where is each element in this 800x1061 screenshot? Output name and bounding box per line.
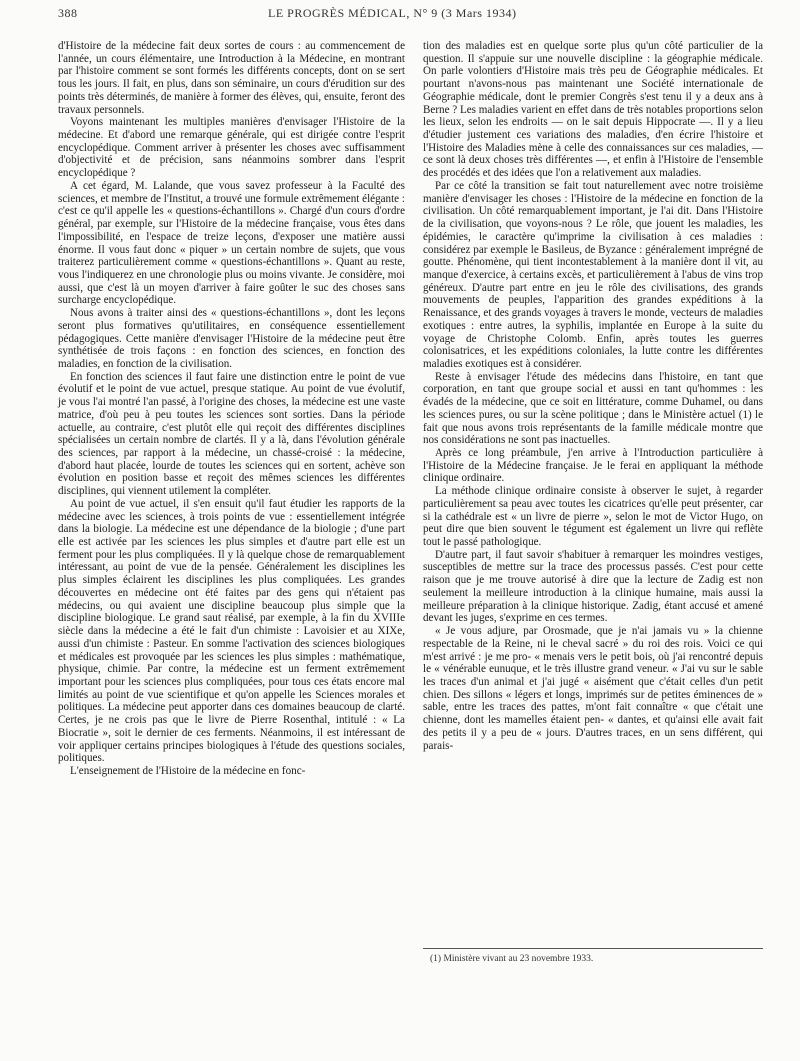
paragraph: Reste à envisager l'étude des médecins dans l'histoire, en tant que corporation, en tant que groupe social et aussi en tant qu'hommes : les évadés de la médecine, que ce soit en littérature, comme Duhamel, ou dans les sciences pures, ou sur la scène politique ; dans le Ministère actuel (1) le fait que nous avons trois représentants de la famille médicale montre que nos considérations ne sont pas inactuelles. [423,370,763,447]
running-header [58,6,768,22]
paragraph: d'Histoire de la médecine fait deux sortes de cours : au commencement de l'année, un cours élémentaire, une Introduction à la Médecine, en montrant par l'histoire comment se sont formés les différents concepts, dont on se sert tous les jours. Il fait, en plus, dans son séminaire, un cours d'érudition sur des points très déterminés, de manière à former des élèves, qui, ensuite, feront des travaux personnels. [58,40,405,116]
right-column [423,40,763,752]
page-number: 388 [58,6,78,20]
footnote-divider [423,948,763,949]
paragraph: Voyons maintenant les multiples manières d'envisager l'Histoire de la médecine. Et d'abord une remarque générale, qui est dirigée contre l'esprit encyclopédique. Comment arriver à présenter les choses avec suffisamment d'objectivité et de précision, sans néanmoins sombrer dans l'esprit encyclopédique ? [58,116,405,180]
paragraph: tion des maladies est en quelque sorte plus qu'un côté particulier de la question. Il s'appuie sur une nouvelle discipline : la géographie médicale. On parle volontiers d'Histoire mais très peu de Géographie médicales. Et pourtant n'avons-nous pas maintenant une Société internationale de Géographie médicale, dont le premier Congrès s'est tenu il y a deux ans à Berne ? Les maladies varient en effet dans de très notables proportions selon les lieux, selon les endroits — on le sait depuis Hippocrate —. Il y a lieu d'étudier justement ces variations des maladies, d'en écrire l'histoire et l'Histoire des Maladies mène à celle des connaissances sur ces maladies, — ce sont là deux choses très différentes —, et enfin à l'Histoire de l'ensemble des procédés et des idées que l'on a relativement aux maladies. [423,40,763,180]
footnote: (1) Ministère vivant au 23 novembre 1933. [430,954,594,964]
quotation-paragraph: « Je vous adjure, par Orosmade, que je n'ai jamais vu » la chienne respectable de la Reine, ni le cheval sacré » du roi des rois. Voici ce qui m'est arrivé : je me pro- « menais vers le petit bois, où j'ai rencontré depuis le « vénérable eunuque, et le très illustre grand veneur. « J'ai vu sur le sable les traces d'un animal et j'ai jugé « aisément que c'était celles d'un petit chien. Des sillons « légers et longs, imprimés sur de petites éminences de » sable, entre les traces des pattes, m'ont fait connaître « que c'était une chienne, dont les mamelles étaient pen- « dantes, et qu'ainsi elle avait fait des petits il y a peu de « jours. D'autres traces, en un sens différent, qui parais- [423,625,763,752]
paragraph: A cet égard, M. Lalande, que vous savez professeur à la Faculté des sciences, et membre de l'Institut, a trouvé une formule extrêmement élégante : c'est ce qu'il appelle les « questions-échantillons ». Chargé d'un cours d'ordre général, par exemple, sur l'Histoire de la médecine française, vous êtes dans l'impossibilité, en l'espace de treize leçons, d'exposer une matière aussi énorme. Il vous faut donc « piquer » un certain nombre de sujets, que vous traiterez particulièrement comme « questions-échantillons ». Quant au reste, vous l'indiquerez en une chronologie plus ou moins vivante. Je considère, moi aussi, que c'est là un moyen d'arriver à faire goûter le suc des choses sans surcharge encyclopédique. [58,179,405,307]
paragraph: La méthode clinique ordinaire consiste à observer le sujet, à regarder particulièrement sa peau avec toutes les cicatrices qu'elle peut présenter, car si la cathédrale est « un livre de pierre », selon le mot de Victor Hugo, on peut dire que bien souvent le tégument est également un livre qui reflète tout le passé pathologique. [423,485,763,549]
left-column [58,40,405,778]
paragraph: Au point de vue actuel, il s'en ensuit qu'il faut étudier les rapports de la médecine avec les sciences, à trois points de vue : essentiellement intégrée dans la biologie. La médecine est une dépendance de la biologie ; d'une part elle est activée par les sciences les plus simples et d'autre part elle est un ferment pour les plus compliquées. Il y là quelque chose de remarquablement intéressant, au point de vue de la pensée. Généralement les disciplines les plus simples éclairent les disciplines les plus compliquées. Les grandes découvertes en médecine ont été faites par des gens qui n'étaient pas médecins, ou qui avaient une discipline beaucoup plus simple que la discipline biologique. Le grand saut réalisé, par exemple, à la fin du XVIIIe siècle dans la médecine a été le fait d'un chimiste : Lavoisier et au XIXe, aussi d'un chimiste : Pasteur. En somme l'activation des sciences biologiques et médicales est provoquée par les sciences les plus simples : mathématique, physique, chimie. Par contre, la médecine est un ferment extrêmement important pour les sciences plus compliquées, pour tous ces états encore mal limités au point de vue scientifique et qu'on appelle les Sciences morales et politiques. La médecine peut apporter dans ces domaines beaucoup de clarté. Certes, je ne crois pas que le livre de Pierre Rosenthal, intitulé : « La Biocratie », soit le dernier de ces ferments. Néanmoins, il est intéressant de voir appliquer certains principes biologiques à l'étude des questions sociales, politiques. [58,497,405,765]
paragraph: En fonction des sciences il faut faire une distinction entre le point de vue évolutif et le point de vue actuel, presque statique. Au point de vue évolutif, je vous l'ai montré l'an passé, à l'origine des choses, la médecine est une vaste matrice, d'où peu à peu toutes les sciences sont sorties. Dans la période actuelle, au contraire, c'est plutôt elle qui reçoit des différentes disciplines spécialisées un certain nombre de clartés. Il y a là, dans l'évolution générale des sciences, par rapport à la médecine, un chassé-croisé : la médecine, d'abord haut placée, lourde de toutes les sciences qui en sortent, achève son évolution en position basse et reçoit des mêmes sciences les différentes disciplines, qui viennent utilement la compléter. [58,370,405,498]
paragraph: Nous avons à traiter ainsi des « questions-échantillons », dont les leçons seront plus formatives qu'utilitaires, en conséquence essentiellement pédagogiques. Cette manière d'envisager l'Histoire de la médecine peut être synthétisée de trois façons : en fonction des sciences, en fonction des maladies, en fonction de la civilisation. [58,307,405,370]
paragraph: D'autre part, il faut savoir s'habituer à remarquer les moindres vestiges, susceptibles de mettre sur la trace des processus passés. C'est pour cette raison que je me trouve autorisé à dire que la lecture de Zadig est non seulement la meilleure introduction à la clinique humaine, mais aussi la meilleure préparation à la clinique historique. Zadig, étant accusé et amené devant les juges, s'exprime en ces termes. [423,548,763,625]
journal-title: LE PROGRÈS MÉDICAL, N° 9 (3 Mars 1934) [268,6,517,20]
paragraph: Après ce long préambule, j'en arrive à l'Introduction particulière à l'Histoire de la Médecine française. Je le ferai en appliquant la méthode clinique ordinaire. [423,447,763,485]
paragraph: Par ce côté la transition se fait tout naturellement avec notre troisième manière d'envisager les choses : l'Histoire de la médecine en fonction de la civilisation. Un côté remarquablement important, je l'ai dit. Dans l'Histoire de la civilisation, que voyons-nous ? Le rôle, que jouent les maladies, les épidémies, le caractère qu'imprime la civilisation à ces maladies : considérez par exemple le Basileus, de Byzance : généralement imprégné de goutte. Phénomène, qui tient incontestablement à la manière dont il vit, au manque d'exercice, à certains excès, et particulièrement à l'abus de vins trop généreux. D'autre part entre en jeu le rôle des civilisations, des grands mouvements de peuples, l'apparition des grandes expéditions à la Renaissance, et des grands voyages à travers le monde, vecteurs de maladies exotiques : entre autres, la syphilis, implantée en Europe à la suite du voyage de Christophe Colomb. Enfin, après toutes les guerres colonisatrices, et les expéditions coloniales, la lutte contre les différentes maladies exotiques est à considérer. [423,179,763,370]
paragraph: L'enseignement de l'Histoire de la médecine en fonc- [70,764,306,777]
